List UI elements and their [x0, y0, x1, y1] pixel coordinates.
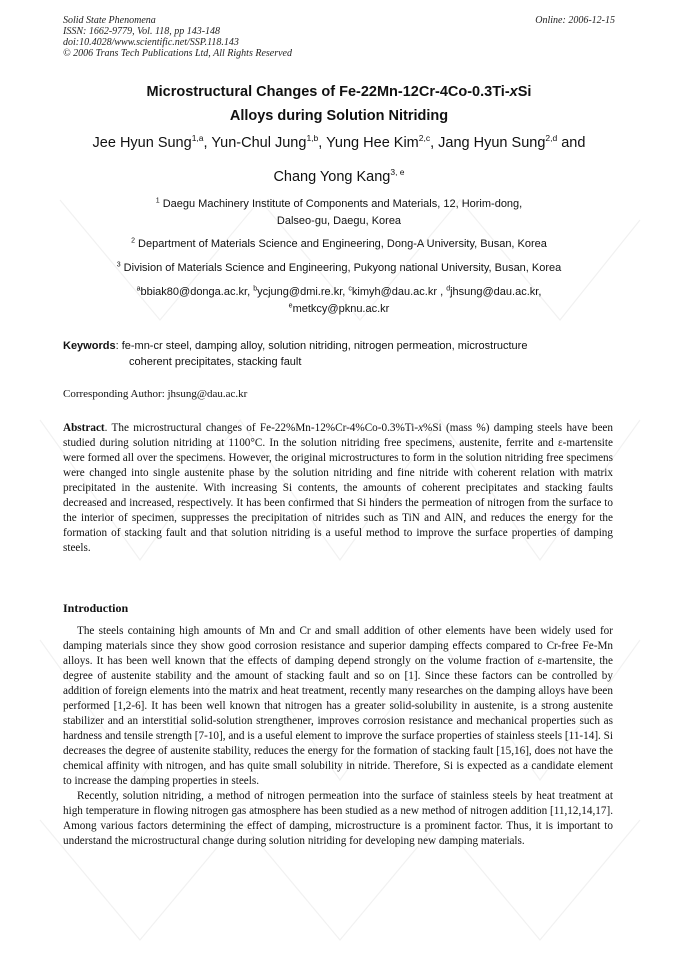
abstract-text-continued: %Si (mass %) damping steels have been studied during solution nitriding at 1100°C. In the solution nitriding free specimens, austenite, ferrite and ε-martensite were formed all over the specimens. However, the original microstructures to form in the solution nitriding free specimens were changed into single austenite phase by the solution nitriding and fine nitride with coherent relation with matrix precipitated in the austenite. With increasing Si contents, the amounts of coherent precipitates and stacking faults decreased and increased, respectively. It has been confirmed that Si hinders the permeation of nitrogen from the surface to the interior of specimen, suppresses the precipitation of nitrides such as TiN and AlN, and reduces the energy for the formation of stacking fault and that solution nitriding is a useful method to improve the surface properties of damping steels.: [63, 422, 613, 554]
author-sup: 2,d: [545, 133, 558, 144]
email-sup: a: [136, 285, 141, 293]
affiliation-2: [40, 236, 638, 253]
email-sep: ,: [538, 286, 542, 298]
email-line-2: [40, 301, 638, 318]
doi-line: doi:10.4028/www.scientific.net/SSP.118.143: [63, 37, 239, 48]
author-sep: ,: [203, 135, 212, 151]
author-list: [40, 126, 638, 194]
email-link[interactable]: metkcy@pknu.ac.kr: [292, 303, 390, 315]
affiliation-text: Daegu Machinery Institute of Components and Materials, 12, Horim-dong,: [159, 198, 523, 210]
author-name: Jang Hyun Sung: [438, 135, 546, 151]
email-link[interactable]: kimyh@dau.ac.kr: [351, 286, 438, 298]
affiliation-1-line-1: [40, 196, 638, 213]
title-line-1-italic: x: [509, 84, 518, 100]
abstract: [63, 421, 613, 556]
corresponding-author: Corresponding Author: jhsung@dau.ac.kr: [63, 388, 248, 400]
introduction-heading: Introduction: [63, 601, 129, 615]
author-sep: ,: [318, 135, 327, 151]
title-line-1-text: Microstructural Changes of Fe-22Mn-12Cr-4Co-0.3Ti-: [146, 84, 510, 100]
abstract-label: Abstract: [63, 422, 105, 434]
author-sup: 2,c: [418, 133, 431, 144]
title-line-1: [40, 80, 638, 104]
author-name: Jee Hyun Sung: [92, 135, 192, 151]
affiliation-text: Division of Materials Science and Engineering, Pukyong national University, Busan, Korea: [120, 262, 562, 274]
email-sep: ,: [247, 286, 254, 298]
email-sup: c: [348, 285, 352, 293]
author-name: Yung Hee Kim: [326, 135, 419, 151]
email-list: [40, 284, 638, 318]
email-line-1: [40, 284, 638, 301]
author-sep: and: [557, 135, 586, 151]
journal-name: Solid State Phenomena: [63, 15, 156, 26]
keywords-text: : fe-mn-cr steel, damping alloy, solution nitriding, nitrogen permeation, microstructure: [115, 340, 528, 352]
email-link[interactable]: jhsung@dau.ac.kr: [450, 286, 539, 298]
keywords-text-continued: coherent precipitates, stacking fault: [129, 356, 302, 368]
title-line-2: Alloys during Solution Nitriding: [229, 108, 449, 124]
issn-line: ISSN: 1662-9779, Vol. 118, pp 143-148: [63, 26, 221, 37]
affiliation-1-line-2: Dalseo-gu, Daegu, Korea: [276, 215, 402, 227]
author-line-1: [40, 126, 638, 160]
title-line-1-end: Si: [517, 84, 532, 100]
author-sep: ,: [430, 135, 439, 151]
author-name: Yun-Chul Jung: [211, 135, 307, 151]
email-sup: e: [288, 302, 293, 310]
email-sep: ,: [342, 286, 349, 298]
affiliation-3: [40, 260, 638, 277]
intro-paragraph: The steels containing high amounts of Mn and Cr and small addition of other elements have been widely used for damping materials since they show good corrosion resistance and superior damping effects compared to Cr-free Fe-Mn alloys. It has been well known that the effects of damping depend strongly on the volume fraction of ε-martensite, the degree of austenite stability and the amount of stacking fault and so on [1]. Since these factors can be controlled by addition of foreign elements into the matrix and heat treatment, recently many researches on the damping alloys have been performed [1,2-6]. It has been well known that nitrogen has a greater solid-solubility in austenite, is a strong austenite stabilizer and an interstitial solid-solution strengthener, improves corrosion resistance and mechanical properties such as hardness and tensile strength [7-10], and is a useful element to improve the surface properties of stainless steels [11-14]. Si decreases the degree of austenite stability, reduces the energy for the formation of stacking fault [15,16], does not have the chemical affinity with nitrogen, and has quite small solubility in nitride. Therefore, Si is expected as a candidate element to increase the damping properties in steels.: [63, 625, 613, 787]
introduction-body: [63, 624, 613, 849]
affiliation-sup: 2: [131, 237, 135, 245]
affiliation-sup: 1: [155, 197, 160, 205]
email-sup: b: [253, 285, 258, 293]
abstract-italic: x: [418, 422, 424, 434]
affiliation-1: [40, 196, 638, 230]
author-name: Chang Yong Kang: [273, 169, 391, 185]
copyright-line: © 2006 Trans Tech Publications Ltd, All Rights Reserved: [63, 48, 292, 59]
email-sup: d: [446, 285, 451, 293]
journal-header: [63, 15, 292, 59]
author-sup: 3, e: [390, 167, 405, 178]
author-line-2: [40, 160, 638, 194]
email-link[interactable]: ycjung@dmi.re.kr: [257, 286, 343, 298]
author-sup: 1,b: [306, 133, 319, 144]
author-sup: 1,a: [191, 133, 204, 144]
online-date: Online: 2006-12-15: [535, 15, 615, 26]
affiliation-text: Department of Materials Science and Engineering, Dong-A University, Busan, Korea: [135, 238, 547, 250]
abstract-text: . The microstructural changes of Fe-22%Mn-12%Cr-4%Co-0.3%Ti-: [104, 422, 419, 434]
email-sep: ,: [437, 286, 447, 298]
paper-title: [40, 80, 638, 128]
intro-paragraph: Recently, solution nitriding, a method of nitrogen permeation into the surface of stainless steels by heat treatment at high temperature in flowing nitrogen gas atmosphere has been studied as a new method of nitrogen addition [11,12,14,17]. Among various factors determining the effect of damping, microstructure is a prominent factor. Thus, it is important to understand the microstructural change during solution nitriding for developing new damping materials.: [63, 790, 613, 847]
email-link[interactable]: bbiak80@donga.ac.kr: [140, 286, 248, 298]
affiliation-sup: 3: [116, 261, 121, 269]
keywords: [63, 338, 613, 370]
keywords-label: Keywords: [63, 340, 116, 352]
